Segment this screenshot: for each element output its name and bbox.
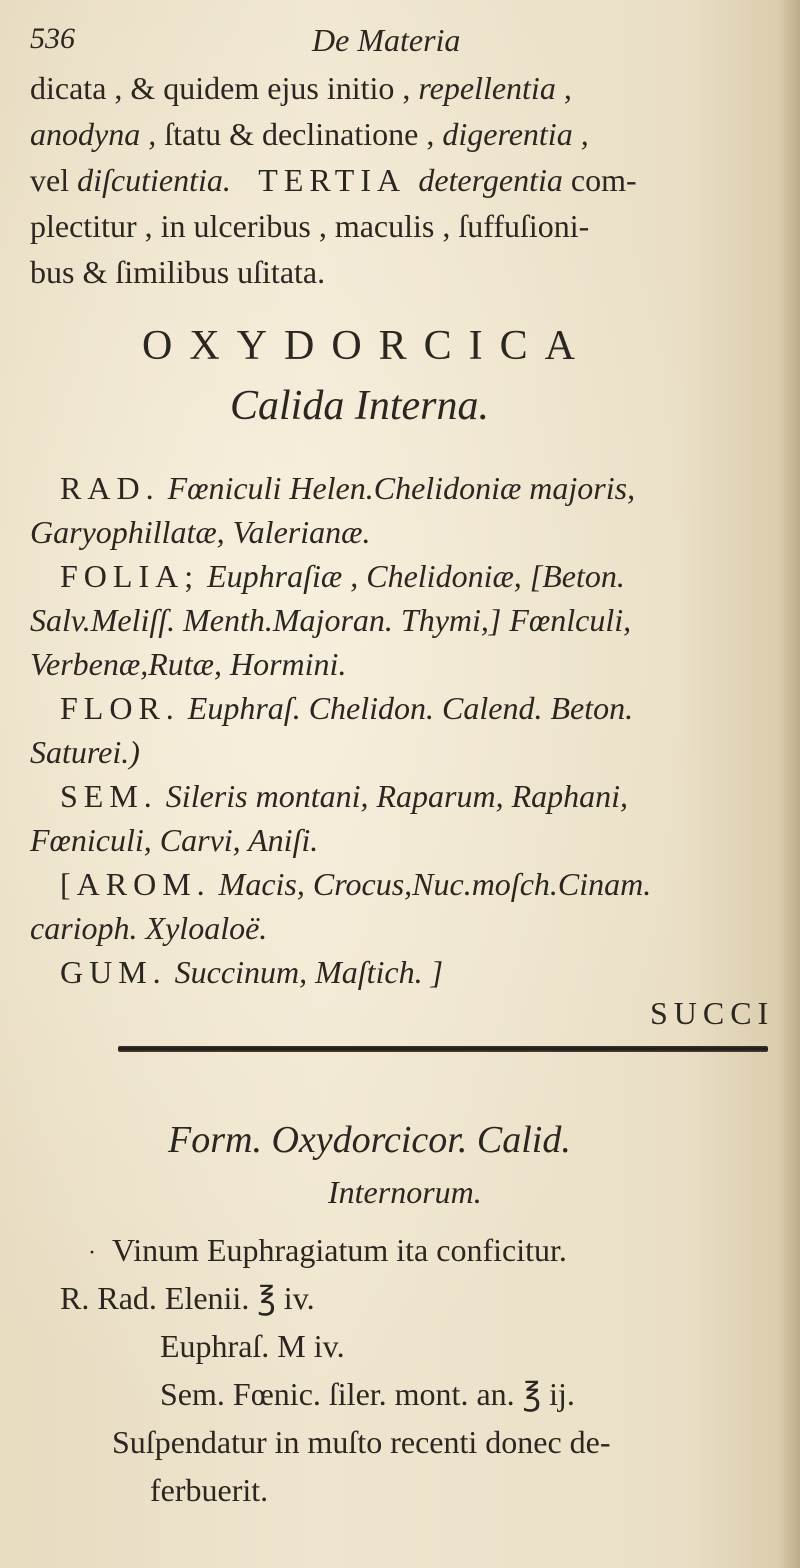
rad-text: Fœniculi Helen.Chelidoniæ majoris, <box>167 470 636 506</box>
formula-line-5: Suſpendatur in muſto recenti donec de- <box>112 1424 611 1460</box>
formula-line-3: Euphraſ. M iv. <box>160 1328 345 1364</box>
gum-text: Succinum, Maſtich. ] <box>174 954 444 990</box>
folia-entry <box>60 556 625 596</box>
intro-line-2 <box>30 114 589 154</box>
intro-italic: anodyna , <box>30 116 157 152</box>
formula-line-4: Sem. Fœnic. ſiler. mont. an. ℥ ij. <box>160 1376 575 1412</box>
arom-entry <box>60 864 651 904</box>
page-number: 536 <box>30 22 75 55</box>
intro-italic: repellentia , <box>418 70 572 106</box>
gum-label: GUM. <box>60 954 167 990</box>
gum-entry <box>60 952 443 992</box>
sem-text: Sileris montani, Raparum, Raphani, <box>165 778 629 814</box>
flor-entry-line-2: Saturei.) <box>30 734 140 770</box>
formula-title: Form. Oxydorcicor. Calid. <box>168 1119 571 1161</box>
sem-entry <box>60 776 628 816</box>
formula-line-2: R. Rad. Elenii. ℥ iv. <box>60 1280 315 1316</box>
intro-text: com- <box>562 162 637 198</box>
flor-label: FLOR. <box>60 690 180 726</box>
folia-label: FOLIA; <box>60 558 200 594</box>
folia-entry-line-2: Salv.Meliſſ. Menth.Majoran. Thymi,] Fœnlculi, <box>30 602 632 638</box>
sem-entry-line-2: Fœniculi, Carvi, Aniſi. <box>30 822 319 858</box>
intro-text: vel <box>30 162 78 198</box>
intro-italic: detergentia <box>418 162 563 198</box>
section-heading: OXYDORCICA <box>142 323 593 369</box>
section-subheading: Calida Interna. <box>230 383 489 429</box>
intro-line-1 <box>30 68 572 108</box>
catchword: SUCCI <box>650 995 775 1031</box>
section-divider-rule <box>118 1046 768 1052</box>
arom-text: Macis, Crocus,Nuc.moſch.Cinam. <box>218 866 652 902</box>
sem-label: SEM. <box>60 778 158 814</box>
intro-text: ſtatu & declinatione , <box>156 116 443 152</box>
page-edge-shadow <box>778 0 800 1568</box>
formula-bullet: · <box>88 1240 96 1266</box>
arom-label: [AROM. <box>60 866 211 902</box>
formula-subtitle: Internorum. <box>328 1174 482 1210</box>
flor-entry <box>60 688 633 728</box>
intro-text: dicata , & quidem ejus initio , <box>30 70 419 106</box>
rad-label: RAD. <box>60 470 160 506</box>
intro-line-3 <box>30 160 637 200</box>
folia-entry-line-3: Verbenæ,Rutæ, Hormini. <box>30 646 347 682</box>
intro-smallcaps: TERTIA <box>230 162 419 198</box>
flor-text: Euphraſ. Chelidon. Calend. Beton. <box>187 690 634 726</box>
rad-entry <box>60 468 635 508</box>
arom-entry-line-2: carioph. Xyloaloë. <box>30 910 268 946</box>
folia-text: Euphraſiæ , Chelidoniæ, [Beton. <box>207 558 625 594</box>
intro-line-5: bus & ſimilibus uſitata. <box>30 254 326 290</box>
formula-line-1: Vinum Euphragiatum ita conficitur. <box>112 1232 567 1268</box>
formula-line-6: ferbuerit. <box>150 1472 269 1508</box>
intro-line-4: plectitur , in ulceribus , maculis , ſuffuſioni- <box>30 208 590 244</box>
intro-italic: digerentia , <box>442 116 589 152</box>
rad-entry-line-2: Garyophillatæ, Valerianæ. <box>30 514 371 550</box>
intro-italic: diſcutientia. <box>77 162 231 198</box>
running-title: De Materia <box>312 22 461 58</box>
